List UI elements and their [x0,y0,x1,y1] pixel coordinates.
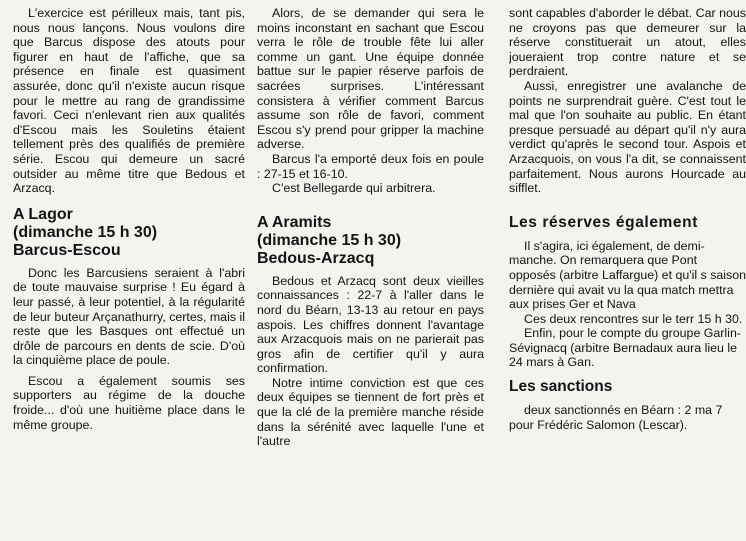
paragraph: Enfin, pour le compte du groupe Garlin-Sévignacq (arbitre Bernadaux aura lieu le 24 mars à Gan. [509,326,741,370]
paragraph: Bedous et Arzacq sont deux vieilles connaissances : 22-7 à l'aller dans le nord du Béarn, 13-13 au retour en pays aspois. Les chiffres donnent l'avantage aux Arzacquois mais on ne parierait pas gros afin de certifier qu'il y aura confirmation. [257,273,484,376]
article-column-1 [13,6,245,432]
paragraph: Notre intime conviction est que ces deux équipes se tiennent de fort près et que la clé de la première manche réside dans la sérénité avec laquelle l'une et l'autre [257,375,484,449]
heading-line: A Lagor [13,205,73,223]
heading-line: (dimanche 15 h 30) [257,231,402,249]
paragraph: deux sanctionnés en Béarn : 2 ma 7 pour Frédéric Salomon (Lescar). [509,403,723,432]
paragraph: Il s'agira, ici également, de demi-manche. On remarquera que Pont opposés (arbitre Laffargue) et qu'il s saison dernière qui avait vu la qua match mettra aux prises Ger et Nava [509,238,746,312]
heading-line: Bedous-Arzacq [257,249,375,267]
section-heading-lagor [13,206,245,260]
section-heading-aramits [257,214,484,268]
paragraph: Donc les Barcusiens seraient à l'abri de toute mauvaise surprise ! Eu égard à leur passé, à leur potentiel, à la régularité de leur buteur Arçanathurry, certes, mais il reste que les Basques ont effectué un drôle de parcours en dents de scie. D'où la cinquième place de poule. [13,265,245,368]
section-heading-sanctions: Les sanctions [509,378,613,396]
paragraph: Ces deux rencontres sur le terr 15 h 30. [524,311,743,326]
heading-line: A Aramits [257,213,332,231]
paragraph: Alors, de se demander qui sera le moins inconstant en sachant que Escou verra le rôle de trouble fête lui aller comme un gant. Une équipe donnée battue sur le papier réserve parfois de sacrées surprises. L'intéressant consistera à vérifier comment Barcus assume son rôle de favori, comment Escou s'y prend pour gripper la machine adverse. [257,6,484,152]
heading-line: (dimanche 15 h 30) [13,223,158,241]
article-column-3 [509,6,746,432]
paragraph: Barcus l'a emporté deux fois en poule : 27-15 et 16-10. [257,151,484,181]
paragraph: C'est Bellegarde qui arbitrera. [272,181,436,196]
heading-line: Barcus-Escou [13,241,121,259]
paragraph: Escou a également soumis ses supporters au régime de la douche froide... d'où une huitième place dans le même groupe. [13,373,245,432]
paragraph: sont capables d'aborder le débat. Car nous ne croyons pas que demeurer sur la réserve constituerait un atout, elles joueraient trop contre nature et se perdraient. [509,6,746,79]
paragraph: Aussi, enregistrer une avalanche de points ne surprendrait guère. C'est tout le mal que l'on souhaite au public. En étant presque persuadé au départ qu'il n'y aura verdict qu'après le second tour. Aspois et Arzacquois, on vous l'a dit, se connaissent parfaitement. Nous aurons Hourcade au sifflet. [509,78,746,196]
article-column-2 [257,6,484,449]
paragraph: L'exercice est périlleux mais, tant pis, nous nous lançons. Nous voulons dire que Barcus dispose des atouts pour figurer en haut de l'affiche, que sa présence en finale est quasiment assurée, donc qu'il n'existe aucun risque pour le mettre au rang de grandissime favori. Ceci n'enlevant rien aux qualités d'Escou mais les Souletins étaient tellement près des qualifiés de première série. Escou qui demeure un sacré outsider au même titre que Bedous et Arzacq. [13,6,245,196]
section-heading-reserves: Les réserves également [509,213,698,231]
